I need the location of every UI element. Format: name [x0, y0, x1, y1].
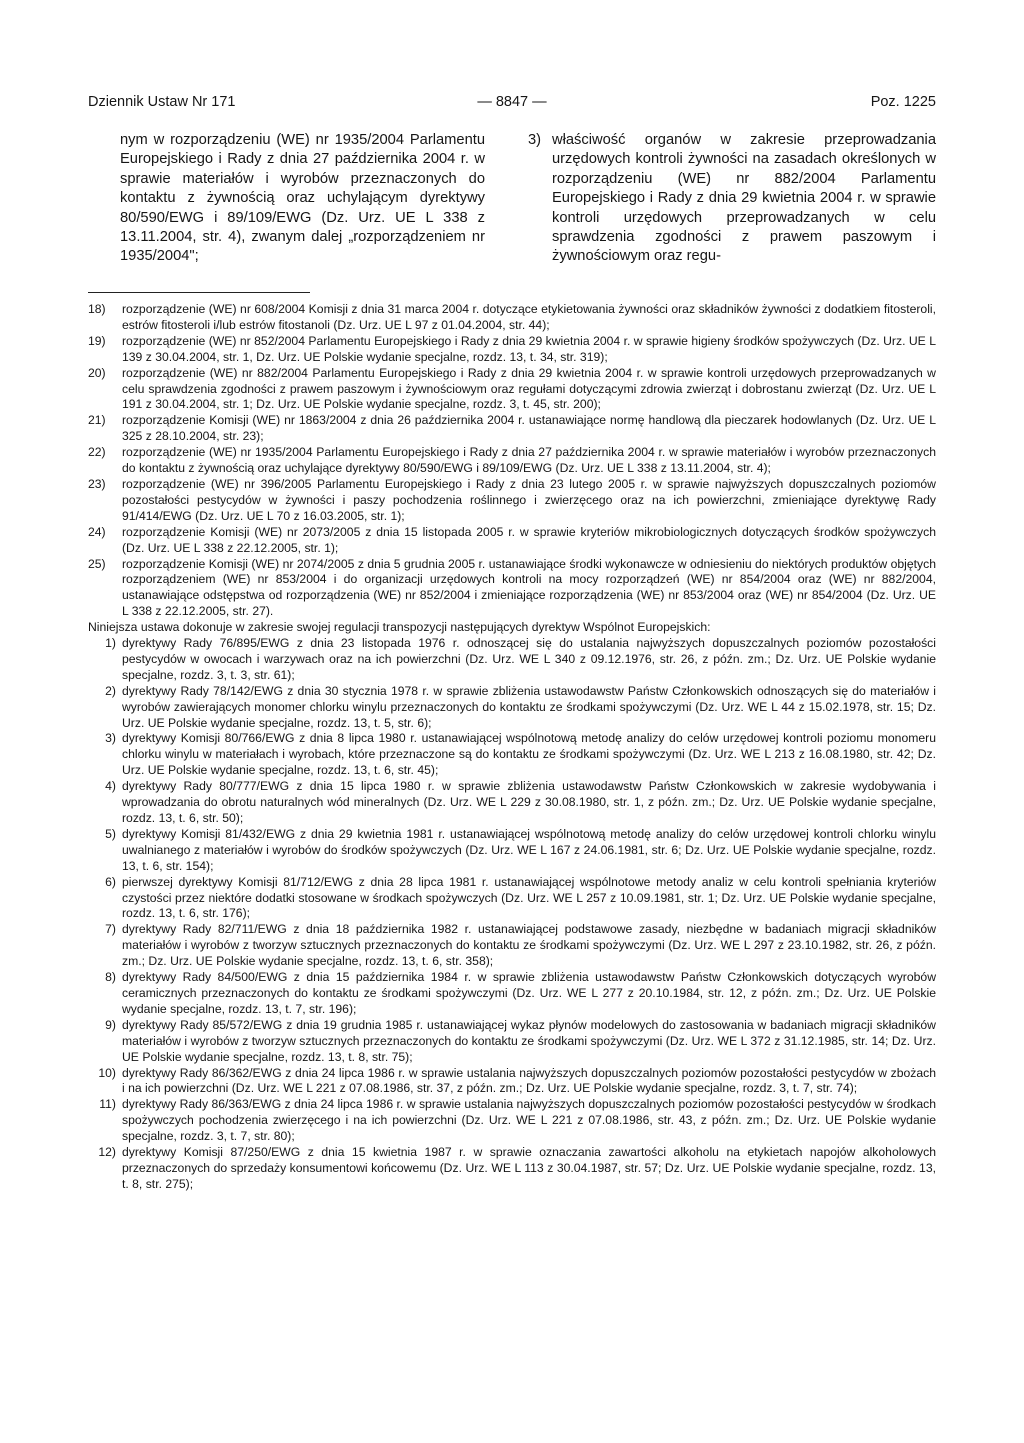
directive-item-text: dyrektywy Rady 86/363/EWG z dnia 24 lipca 1986 r. w sprawie ustalania najwyższych dopuszczalnych poziomów pozostałości pestycydów w środkach spożywczych pochodzenia zwierzęcego i na ich powierzchni (Dz. Urz. WE L 221 z 07.08.1986, str. 43, z późn. zm.; Dz. Urz. UE Polskie wydanie specjalne, rozdz. 3, t. 7, str. 80);	[122, 1097, 936, 1144]
footnote-divider	[88, 292, 310, 293]
directive-item-text: dyrektywy Rady 78/142/EWG z dnia 30 stycznia 1978 r. w sprawie zbliżenia ustawodawstw Państw Członkowskich odnoszących się do materiałów i wyrobów zawierających monomer chlorku winylu przeznaczonych do kontaktu ze środkami spożywczymi (Dz. Urz. WE L 44 z 15.02.1978, str. 15; Dz. Urz. UE Polskie wydanie specjalne, rozdz. 13, t. 5, str. 6);	[122, 683, 936, 730]
directive-item	[88, 1066, 936, 1098]
footnote-item-text: rozporządzenie Komisji (WE) nr 1863/2004 z dnia 26 października 2004 r. ustanawiające normę handlową dla pieczarek hodowlanych (Dz. Urz. UE L 325 z 28.10.2004, str. 23);	[122, 413, 936, 444]
directive-item-text: dyrektywy Rady 85/572/EWG z dnia 19 grudnia 1985 r. ustanawiającej wykaz płynów modelowych do zastosowania w badaniach migracji składników materiałów i wyrobów z tworzyw sztucznych przeznaczonych do kontaktu ze środkami spożywczymi (Dz. Urz. WE L 372 z 31.12.1985, str. 14; Dz. Urz. UE Polskie wydanie specjalne, rozdz. 13, t. 8, str. 75);	[122, 1017, 936, 1064]
item-number: 3)	[528, 132, 542, 148]
right-column	[528, 131, 936, 267]
directive-item-text: dyrektywy Komisji 80/766/EWG z dnia 8 lipca 1980 r. ustanawiającej wspólnotową metodę analizy do celów urzędowej kontroli poziomu monomeru chlorku winylu w materiałach i wyrobach, które przeznaczone są do kontaktu ze środkami spożywczymi (Dz. Urz. WE L 213 z 16.08.1980, str. 42; Dz. Urz. UE Polskie wydanie specjalne, rozdz. 13, t. 6, str. 45);	[122, 731, 936, 778]
directive-item-number: 7)	[105, 922, 116, 937]
directive-item-text: dyrektywy Komisji 81/432/EWG z dnia 29 kwietnia 1981 r. ustanawiającej wspólnotową metodę analizy do celów urzędowej kontroli chlorku winylu uwalnianego z materiałów i wyrobów do środków spożywczych (Dz. Urz. WE L 167 z 24.06.1981, str. 6; Dz. Urz. UE Polskie wydanie specjalne, rozdz. 13, t. 6, str. 154);	[122, 826, 936, 873]
footnote-item-number: 23)	[88, 476, 106, 491]
footnote-item	[88, 334, 936, 366]
directive-item	[88, 875, 936, 923]
footnote-item	[88, 366, 936, 414]
directive-item-text: dyrektywy Rady 80/777/EWG z dnia 15 lipca 1980 r. w sprawie zbliżenia ustawodawstw Państw Członkowskich w zakresie wydobywania i wprowadzania do obrotu naturalnych wód mineralnych (Dz. Urz. WE L 229 z 30.08.1980, str. 1, z późn. zm.; Dz. Urz. UE Polskie wydanie specjalne, rozdz. 13, t. 6, str. 50);	[122, 779, 936, 825]
footnote-item	[88, 557, 936, 621]
directive-item	[88, 970, 936, 1018]
directive-item	[88, 1097, 936, 1145]
directive-item	[88, 684, 936, 732]
directive-item-number: 2)	[105, 683, 116, 698]
position-number: Poz. 1225	[870, 94, 936, 110]
footnote-item-number: 25)	[88, 556, 106, 571]
footnote-item	[88, 413, 936, 445]
footnote-item-number: 20)	[88, 365, 106, 380]
directive-item	[88, 1018, 936, 1066]
footnote-item-text: rozporządzenie (WE) nr 882/2004 Parlamentu Europejskiego i Rady z dnia 29 kwietnia 2004 r. w sprawie kontroli urzędowych przeprowadzanych w celu sprawdzenia zgodności z prawem paszowym i żywnościowym oraz regułami dotyczącymi zdrowia zwierząt i dobrostanu zwierząt (Dz. Urz. UE L 191 z 30.04.2004, str. 1; Dz. Urz. UE Polskie wydanie specjalne, rozdz. 3, t. 45, str. 200);	[122, 365, 936, 412]
footnote-item	[88, 525, 936, 557]
directive-item-number: 1)	[105, 636, 116, 651]
directive-item-number: 9)	[105, 1017, 116, 1032]
footnote-item-text: rozporządzenie (WE) nr 852/2004 Parlamentu Europejskiego i Rady z dnia 29 kwietnia 2004 r. w sprawie higieny środków spożywczych (Dz. Urz. UE L 139 z 30.04.2004, str. 1, Dz. Urz. UE Polskie wydanie specjalne, rozdz. 13, t. 34, str. 319);	[122, 333, 936, 364]
directive-item	[88, 922, 936, 970]
directive-item	[88, 731, 936, 779]
left-column-text: nym w rozporządzeniu (WE) nr 1935/2004 Parlamentu Europejskiego i Rady z dnia 27 października 2004 r. w sprawie materiałów i wyrobów przeznaczonych do kontaktu z żywnością oraz uchylającym dyrektywy 80/590/EWG i 89/109/EWG (Dz. Urz. UE L 338 z 13.11.2004, str. 4), zwanym dalej „rozporządzeniem nr 1935/2004";	[120, 132, 485, 265]
directive-item-text: pierwszej dyrektywy Komisji 81/712/EWG z dnia 28 lipca 1981 r. ustanawiającej wspólnotowe metody analiz w celu kontroli spełniania kryteriów czystości przez niektóre dodatki stosowane w środkach spożywczych (Dz. Urz. WE L 257 z 10.09.1981, str. 1; Dz. Urz. UE Polskie wydanie specjalne, rozdz. 13, t. 6, str. 176);	[122, 874, 936, 921]
directive-item-text: dyrektywy Rady 76/895/EWG z dnia 23 listopada 1976 r. odnoszącej się do ustalania najwyższych dopuszczalnych poziomów pozostałości pestycydów w owocach i warzywach oraz na ich powierzchni (Dz. Urz. WE L 340 z 09.12.1976, str. 26, z późn. zm.; Dz. Urz. UE Polskie wydanie specjalne, rozdz. 3, t. 3, str. 61);	[122, 636, 936, 682]
right-column-text: właściwość organów w zakresie przeprowadzania urzędowych kontroli żywności na zasadach określonych w rozporządzeniu (WE) nr 882/2004 Parlamentu Europejskiego i Rady z dnia 29 kwietnia 2004 r. w sprawie kontroli urzędowych przeprowadzanych w celu sprawdzenia zgodności z prawem paszowym i żywnościowym oraz regu-	[552, 132, 936, 265]
footnote-item-text: rozporządzenie (WE) nr 396/2005 Parlamentu Europejskiego i Rady z dnia 23 lutego 2005 r. w sprawie najwyższych dopuszczalnych poziomów pozostałości pestycydów w żywności i paszy pochodzenia roślinnego i zwierzęcego oraz na ich powierzchni, zmieniające dyrektywę Rady 91/414/EWG (Dz. Urz. UE L 70 z 16.03.2005, str. 1);	[122, 476, 936, 523]
directive-item-text: dyrektywy Rady 86/362/EWG z dnia 24 lipca 1986 r. w sprawie ustalania najwyższych dopuszczalnych poziomów pozostałości pestycydów w zbożach i na ich powierzchni (Dz. Urz. WE L 221 z 07.08.1986, str. 37, z późn. zm.; Dz. Urz. UE Polskie wydanie specjalne, rozdz. 3, t. 7, str. 74);	[122, 1065, 936, 1096]
page-number: — 8847 —	[477, 94, 547, 110]
directive-item	[88, 636, 936, 684]
directive-item-number: 10)	[98, 1065, 116, 1080]
footnote-item-number: 22)	[88, 445, 106, 460]
directive-item-text: dyrektywy Komisji 87/250/EWG z dnia 15 kwietnia 1987 r. w sprawie oznaczania zawartości alkoholu na etykietach napojów alkoholowych przeznaczonych do sprzedaży konsumentowi końcowemu (Dz. Urz. WE L 113 z 30.04.1987, str. 57; Dz. Urz. UE Polskie wydanie specjalne, rozdz. 13, t. 8, str. 275);	[122, 1145, 936, 1191]
directive-item-number: 4)	[105, 779, 116, 794]
footnote-item-number: 19)	[88, 333, 106, 348]
directive-item-text: dyrektywy Rady 84/500/EWG z dnia 15 października 1984 r. w sprawie zbliżenia ustawodawstw Państw Członkowskich dotyczących wyrobów ceramicznych przeznaczonych do kontaktu ze środkami spożywczymi (Dz. Urz. WE L 277 z 20.10.1984, str. 12, z późn. zm.; Dz. Urz. UE Polskie wydanie specjalne, rozdz. 13, t. 7, str. 196);	[122, 970, 936, 1016]
footnote-item-text: rozporządzenie Komisji (WE) nr 2073/2005 z dnia 15 listopada 2005 r. w sprawie kryteriów mikrobiologicznych dotyczących środków spożywczych (Dz. Urz. UE L 338 z 22.12.2005, str. 1);	[122, 524, 936, 555]
footnote-item-number: 24)	[88, 524, 106, 539]
directive-item-number: 8)	[105, 970, 116, 985]
footnote-item-text: rozporządzenie (WE) nr 1935/2004 Parlamentu Europejskiego i Rady z dnia 27 października 2004 r. w sprawie materiałów i wyrobów przeznaczonych do kontaktu z żywnością oraz uchylające dyrektywy 80/590/EWG i 89/109/EWG (Dz. Urz. UE L 338 z 13.11.2004, str. 4);	[122, 445, 936, 476]
directive-list	[88, 636, 936, 1193]
footnote-item	[88, 477, 936, 525]
footnote-item-number: 21)	[88, 413, 106, 428]
directive-item	[88, 1145, 936, 1193]
directive-item-text: dyrektywy Rady 82/711/EWG z dnia 18 października 1982 r. ustanawiającej podstawowe zasady, niezbędne w badaniach migracji składników materiałów i wyrobów z tworzyw sztucznych przeznaczonych do kontaktu ze środkami spożywczymi (Dz. Urz. WE L 297 z 23.10.1982, str. 26, z późn. zm.; Dz. Urz. UE Polskie wydanie specjalne, rozdz. 13, t. 6, str. 358);	[122, 922, 936, 969]
directive-item-number: 11)	[99, 1097, 116, 1112]
footnote-item-number: 18)	[88, 302, 106, 316]
footnote-item	[88, 302, 936, 334]
directive-item	[88, 779, 936, 827]
footnote-item-text: rozporządzenie Komisji (WE) nr 2074/2005 z dnia 5 grudnia 2005 r. ustanawiające środki wykonawcze w odniesieniu do niektórych produktów objętych rozporządzeniem (WE) nr 853/2004 i do organizacji urzędowych kontroli na mocy rozporządzeń (WE) nr 854/2004 oraz (WE) nr 882/2004, ustanawiające odstępstwa od rozporządzenia (WE) nr 852/2004 i zmieniające rozporządzenia (WE) nr 853/2004 oraz (WE) nr 854/2004 (Dz. Urz. UE L 338 z 22.12.2005, str. 27).	[122, 556, 936, 619]
footnote-item	[88, 445, 936, 477]
journal-title: Dziennik Ustaw Nr 171	[88, 94, 236, 110]
transposition-intro: Niniejsza ustawa dokonuje w zakresie swojej regulacji transpozycji następujących dyrektyw Wspólnot Europejskich:	[88, 620, 711, 635]
directive-item-number: 3)	[105, 731, 116, 746]
directive-item-number: 12)	[98, 1145, 116, 1160]
footnote-item-text: rozporządzenie (WE) nr 608/2004 Komisji z dnia 31 marca 2004 r. dotyczące etykietowania żywności oraz składników żywności z dodatkiem fitosteroli, estrów fitosteroli i/lub estrów fitostanoli (Dz. Urz. UE L 97 z 01.04.2004, str. 44);	[122, 302, 936, 332]
footnotes-section	[88, 302, 936, 1193]
directive-item-number: 5)	[105, 826, 116, 841]
directive-item	[88, 827, 936, 875]
directive-item-number: 6)	[105, 874, 116, 889]
footnote-list	[88, 302, 936, 620]
